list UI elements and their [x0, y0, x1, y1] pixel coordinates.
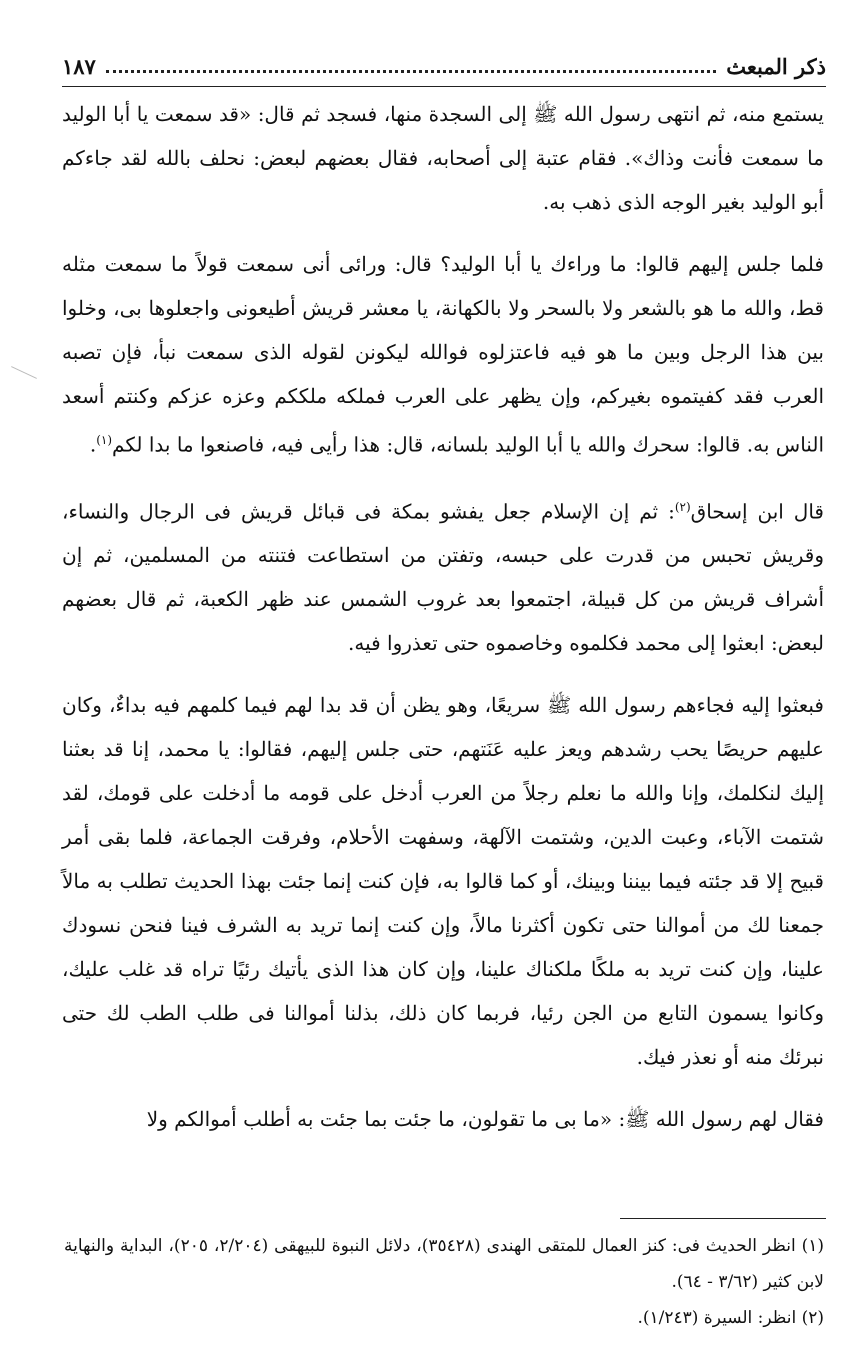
main-text: [62, 92, 824, 1159]
page-number: ١٨٧: [62, 53, 96, 79]
footnote-2: (٢) انظر: السيرة (١/٢٤٣).: [637, 1308, 824, 1328]
paragraph-text: قال ابن إسحاق: [690, 499, 824, 524]
paragraph-3: [62, 485, 824, 666]
paragraph-text: : ثم إن الإسلام جعل يفشو بمكة فى قبائل قريش فى الرجال والنساء، وقريش تحبس من قدرت على حبسه، وتفتن من استطاعت فتنته من المسلمين، ثم إن أشراف قريش من كل قبيلة، اجتمعوا بعد غروب الشمس عند ظهر الكعبة، ثم قال بعضهم لبعض: ابعثوا إلى محمد فكلموه وخاصموه حتى تعذروا فيه.: [62, 499, 824, 656]
footnote-marker-1: (١): [96, 433, 113, 447]
paragraph-1: [62, 92, 824, 224]
leader-dots: [106, 60, 716, 73]
footnote-1: (١) انظر الحديث فى: كنز العمال للمتقى الهندى (٣٥٤٢٨)، دلائل النبوة للبيهقى (٢/٢٠٤، ٢٠٥)، البداية والنهاية لابن كثير (٣/٦٢ - ٦٤).: [64, 1236, 825, 1292]
paragraph-text: فبعثوا إليه فجاءهم رسول الله ﷺ سريعًا، وهو يظن أن قد بدا لهم فيما كلمهم فيه بداءٌ، وكان عليهم حريصًا يحب رشدهم ويعز عليه عَنَتهم، حتى جلس إليهم، فقالوا: يا محمد، إنا قد بعثنا إليك لنكلمك، وإنا والله ما نعلم رجلاً من العرب أدخل على قومه ما أدخلت على قومك، لقد شتمت الآباء، وعبت الدين، وشتمت الآلهة، وسفهت الأحلام، وفرقت الجماعة، فلما بقى أمر قبيح إلا قد جئته فيما بيننا وبينك، أو كما قالوا به، فإن كنت إنما جئت بهذا الحديث تطلب به مالاً جمعنا لك من أموالنا حتى تكون أكثرنا مالاً، وإن كنت إنما تريد به الشرف فينا فنحن نسودك علينا، وإن كنت تريد به ملكًا ملكناك علينا، وإن كان هذا الذى يأتيك رئيًا تراه قد غلب عليك، وكانوا يسمون التابع من الجن رئيا، فربما كان ذلك، بذلنا أموالنا فى طلب الطب لك حتى نبرئك منه أو نعذر فيك.: [62, 693, 824, 1070]
footnote-marker-2: (٢): [674, 499, 691, 514]
margin-scan-mark: [11, 366, 37, 379]
paragraph-text: فقال لهم رسول الله ﷺ: «ما بى ما تقولون، ما جئت بما جئت به أطلب أموالكم ولا: [146, 1107, 824, 1132]
chapter-title: ذكر المبعث: [726, 53, 826, 79]
paragraph-text: فلما جلس إليهم قالوا: ما وراءك يا أبا الوليد؟ قال: ورائى أنى سمعت قولاً ما سمعت مثله قط، والله ما هو بالشعر ولا بالسحر ولا بالكهانة، يا معشر قريش أطيعونى واجعلوها بى، وخلوا بين هذا الرجل وبين ما هو فيه فاعتزلوه فوالله ليكونن لقوله الذى سمعت نبأ، فإن تصبه العرب فقد كفيتموه بغيركم، وإن يظهر على العرب فملكه ملككم وعزه عزكم وكنتم أسعد الناس به. قالوا: سحرك والله يا أبا الوليد بلسانه، قال: هذا رأيى فيه، فاصنعوا ما بدا لكم: [62, 252, 825, 457]
footnotes: [64, 1228, 824, 1336]
running-header: [62, 46, 826, 87]
paragraph-2: فلما جلس إليهم قالوا: ما وراءك يا أبا الوليد؟ قال: ورائى أنى سمعت قولاً ما سمعت مثله قط، والله ما هو بالشعر ولا بالسحر ولا بالكهانة، يا معشر قريش أطيعونى واجعلوها بى، وخلوا بين هذا الرجل وبين ما هو فيه فاعتزلوه فوالله ليكونن لقوله الذى سمعت نبأ، فإن تصبه العرب فقد كفيتموه بغيركم، وإن يظهر على العرب فملكه ملككم وعزه عزكم وكنتم أسعد الناس به. قالوا: سحرك والله يا أبا الوليد بلسانه، قال: هذا رأيى فيه، فاصنعوا ما بدا لكم$^{(١)}$.: [62, 252, 825, 457]
footnote-separator: [620, 1218, 826, 1219]
paragraph-text: يستمع منه، ثم انتهى رسول الله ﷺ إلى السجدة منها، فسجد ثم قال: «قد سمعت يا أبا الوليد ما سمعت فأنت وذاك». فقام عتبة إلى أصحابه، فقال بعضهم لبعض: نحلف بالله لقد جاءكم أبو الوليد بغير الوجه الذى ذهب به.: [62, 102, 824, 214]
paragraph-4: [62, 683, 824, 1079]
paragraph-5: [62, 1097, 824, 1141]
